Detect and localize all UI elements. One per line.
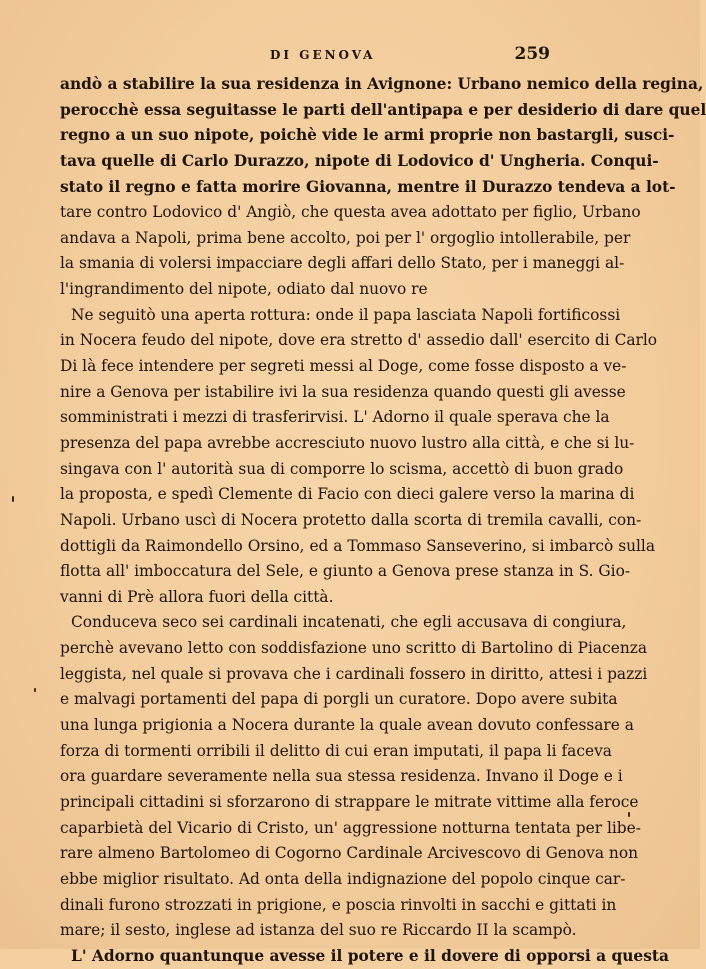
text-line: ora guardare severamente nella sua stessa residenza. Invano il Doge e i [60,767,623,786]
margin-speck [34,688,36,692]
text-line: andò a stabilire la sua residenza in Avignone: Urbano nemico della regina, [60,75,704,93]
text-line: perchè avevano letto con soddisfazione uno scritto di Bartolino di Piacenza [60,639,648,658]
text-line: la smania di volersi impacciare degli affari dello Stato, per i maneggi al- [60,254,625,273]
text-line: nire a Genova per istabilire ivi la sua residenza quando questi gli avesse [60,382,626,401]
paragraph-start: L' Adorno quantunque avesse il potere e il dovere di opporsi a questa [71,946,669,965]
text-line: andava a Napoli, prima bene accolto, poi per l' orgoglio intollerabile, per [60,228,631,247]
text-line: singava con l' autorità sua di comporre lo scisma, accettò di buon grado [60,459,624,478]
text-line: in Nocera feudo del nipote, dove era stretto d' assedio dall' esercito di Carlo [60,331,658,350]
text-line: caparbietà del Vicario di Cristo, un' aggressione notturna tentata per libe- [60,818,641,837]
text-line: perocchè essa seguitasse le parti dell'antipapa e per desiderio di dare quel [60,100,706,119]
text-line: una lunga prigionia a Nocera durante la quale avean dovuto confessare a [60,716,634,735]
text-line: tava quelle di Carlo Durazzo, nipote di Lodovico d' Ungheria. Conqui- [60,151,659,170]
text-line: regno a un suo nipote, poichè vide le armi proprie non bastargli, susci- [60,126,675,145]
text-line: vanni di Prè allora fuori della città. [60,587,334,606]
text-line: e malvagi portamenti del papa di porgli un curatore. Dopo avere subita [60,690,618,709]
text-line: somministrati i mezzi di trasferirvisi. L' Adorno il quale sperava che la [60,408,610,427]
text-line: flotta all' imboccatura del Sele, e giunto a Genova prese stanza in S. Gio- [60,562,631,581]
text-line: mare; il sesto, inglese ad istanza del suo re Riccardo II la scampò. [60,921,577,940]
text-line: Napoli. Urbano uscì di Nocera protetto dalla scorta di tremila cavalli, con- [60,510,642,529]
paragraph-start: Ne seguitò una aperta rottura: onde il papa lasciata Napoli fortificossi [71,305,621,324]
page-header [60,44,550,66]
text-line: forza di tormenti orribili il delitto di cui eran imputati, il papa li faceva [60,741,612,760]
text-line: ebbe miglior risultato. Ad onta della indignazione del popolo cinque car- [60,869,626,888]
page-number: 259 [514,44,550,64]
text-line: presenza del papa avrebbe accresciuto nuovo lustro alla città, e che si lu- [60,433,635,452]
text-line: Di là fece intendere per segreti messi al Doge, come fosse disposto a ve- [60,357,627,376]
text-line: dottigli da Raimondello Orsino, ed a Tommaso Sanseverino, si imbarcò sulla [60,536,656,555]
text-line: stato il regno e fatta morire Giovanna, mentre il Durazzo tendeva a lot- [60,177,676,196]
text-line: leggista, nel quale si provava che i cardinali fossero in diritto, attesi i pazzi [60,664,648,683]
running-head: DI GENOVA [270,48,376,62]
text-line: la proposta, e spedì Clemente di Facio con dieci galere verso la marina di [60,485,635,504]
margin-speck [12,496,14,502]
margin-speck [628,812,630,817]
paragraph-start: Conduceva seco sei cardinali incatenati, che egli accusava di congiura, [71,613,627,632]
text-line: l'ingrandimento del nipote, odiato dal nuovo re [60,280,428,299]
text-line: rare almeno Bartolomeo di Cogorno Cardinale Arcivescovo di Genova non [60,844,639,863]
text-line: dinali furono strozzati in prigione, e poscia rinvolti in sacchi e gittati in [60,895,617,914]
body-text [60,72,706,969]
text-line: tare contro Lodovico d' Angiò, che questa avea adottato per figlio, Urbano [60,203,641,222]
text-line: principali cittadini si sforzarono di strappare le mitrate vittime alla feroce [60,792,639,811]
